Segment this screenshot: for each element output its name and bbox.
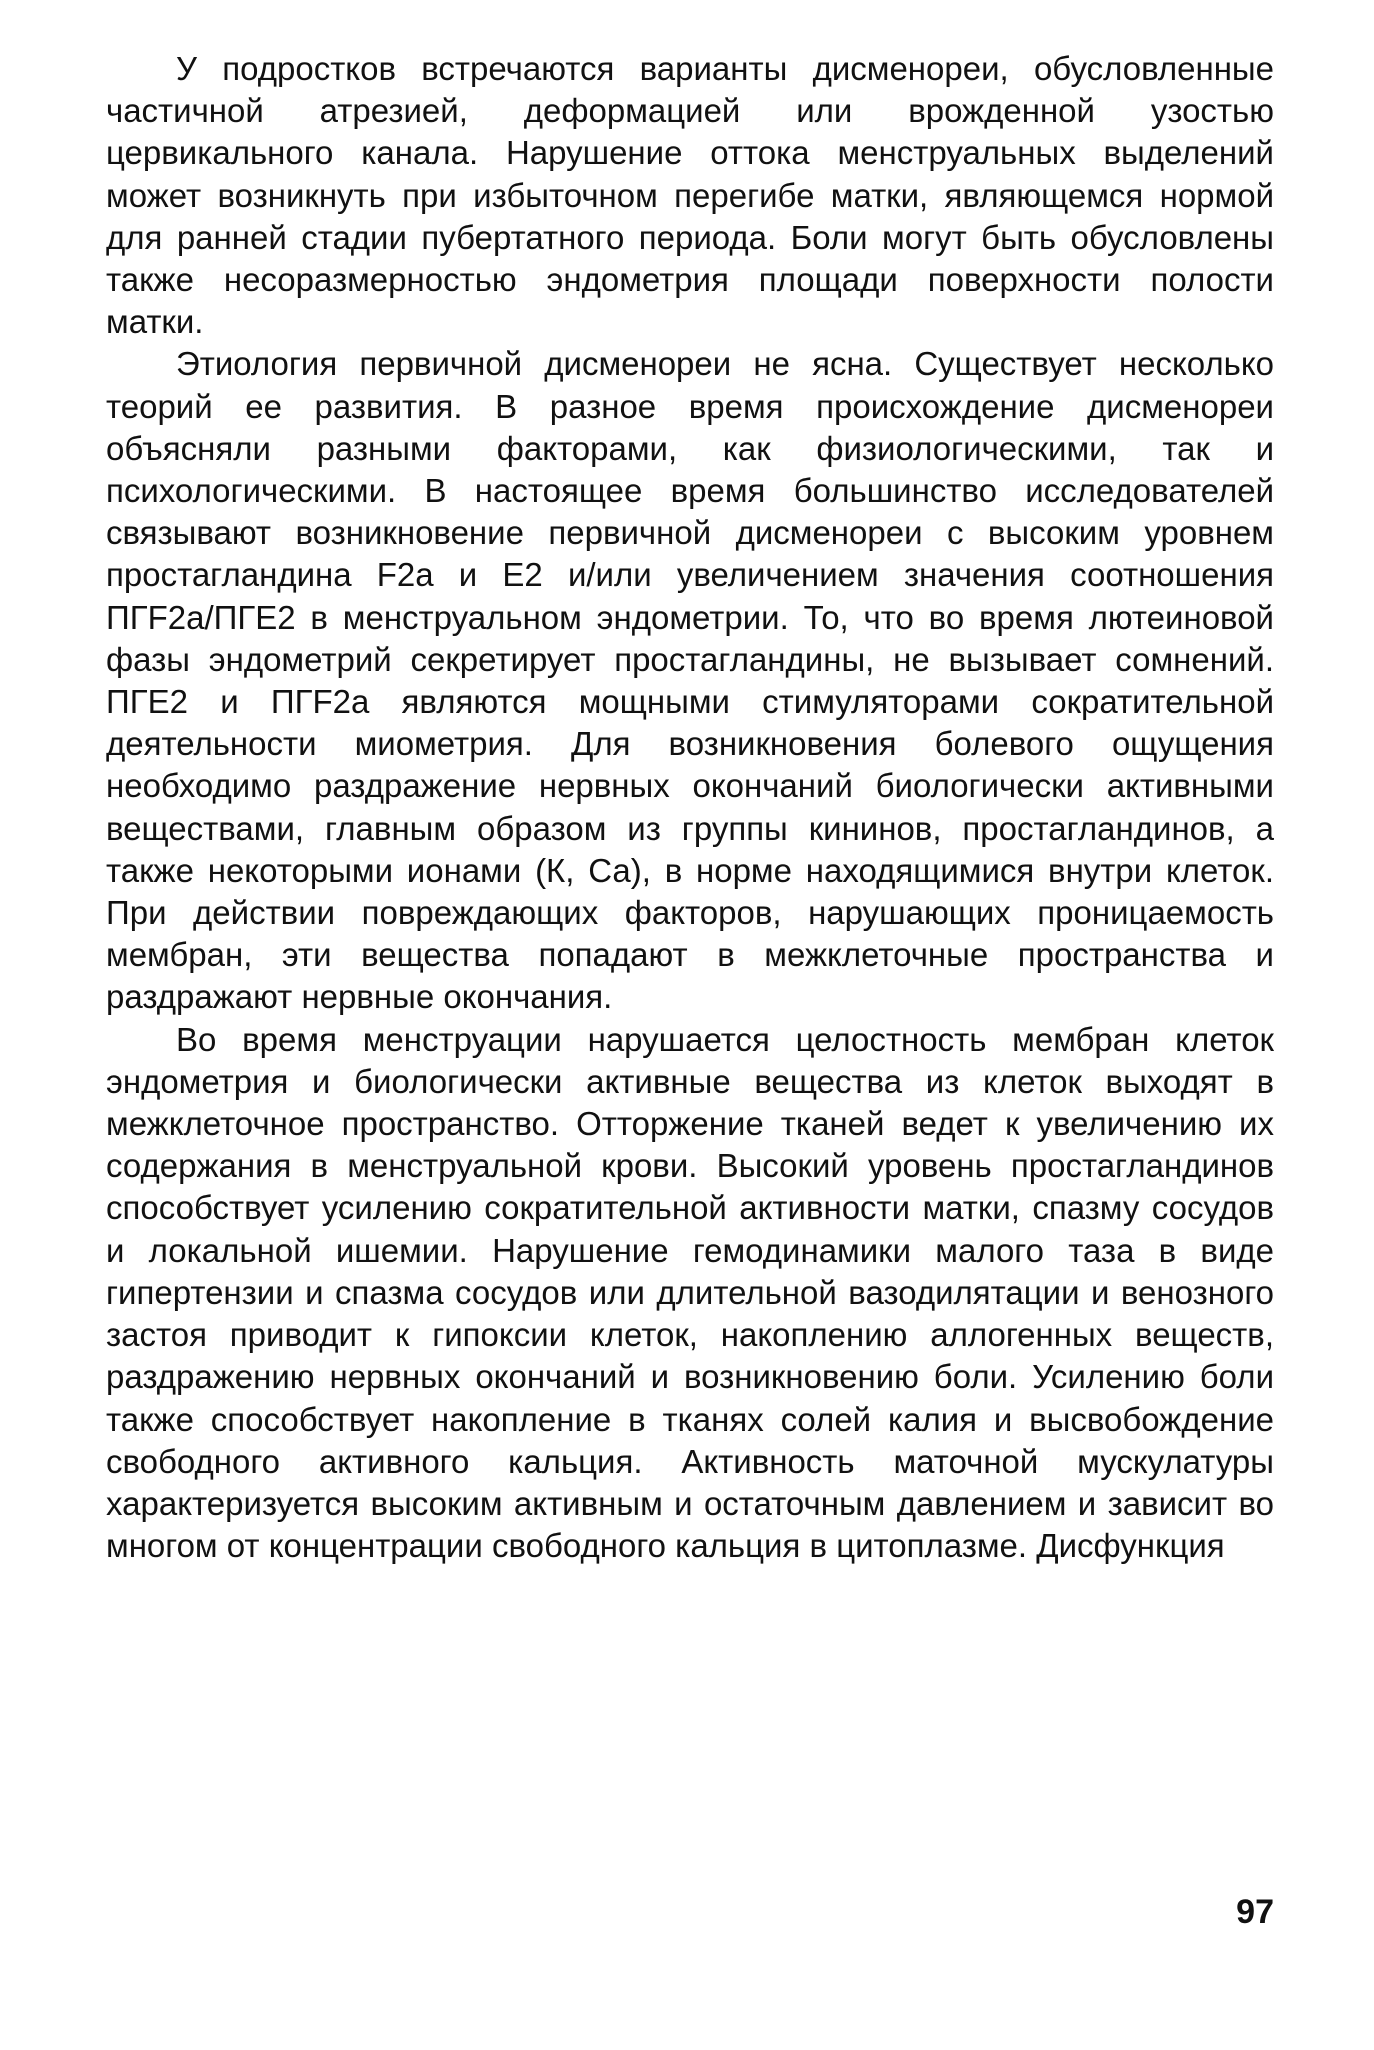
paragraph: У подростков встречаются варианты дисменореи, обусловленные частичной атрезией, деформацией или врожденной узостью цервикального канала. Нарушение оттока менструальных выделений может возникнуть при избыточном перегибе матки, являющемся нормой для ранней стадии пубертатного периода. Боли могут быть обусловлены также несоразмерностью эндометрия площади поверхности полости матки. <box>106 50 1274 341</box>
page-body <box>106 48 1274 1567</box>
paragraph: Во время менструации нарушается целостность мембран клеток эндометрия и биологически активные вещества из клеток выходят в межклеточное пространство. Отторжение тканей ведет к увеличению их содержания в менструальной крови. Высокий уровень простагландинов способствует усилению сократительной активности матки, спазму сосудов и локальной ишемии. Нарушение гемодинамики малого таза в виде гипертензии и спазма сосудов или длительной вазодилятации и венозного застоя приводит к гипоксии клеток, накоплению аллогенных веществ, раздражению нервных окончаний и возникновению боли. Усилению боли также способствует накопление в тканях солей калия и высвобождение свободного активного кальция. Активность маточной мускулатуры характеризуется высоким активным и остаточным давлением и зависит во многом от концентрации свободного кальция в цитоплазме. Дисфункция <box>106 1020 1274 1565</box>
paragraph: Этиология первичной дисменореи не ясна. Существует несколько теорий ее развития. В разное время происхождение дисменореи объясняли разными факторами, как физиологическими, так и психологическими. В настоящее время большинство исследователей связывают возникновение первичной дисменореи с высоким уровнем простагландина F2a и E2 и/или увеличением значения соотношения ПГF2а/ПГЕ2 в менструальном эндометрии. То, что во время лютеиновой фазы эндометрий секретирует простагландины, не вызывает сомнений. ПГЕ2 и ПГF2a являются мощными стимуляторами сократительной деятельности миометрия. Для возникновения болевого ощущения необходимо раздражение нервных окончаний биологически активными веществами, главным образом из группы кининов, простагландинов, а также некоторыми ионами (К, Са), в норме находящимися внутри клеток. При действии повреждающих факторов, нарушающих проницаемость мембран, эти вещества попадают в межклеточные пространства и раздражают нервные окончания. <box>106 345 1274 1016</box>
page-number: 97 <box>1236 1893 1274 1931</box>
